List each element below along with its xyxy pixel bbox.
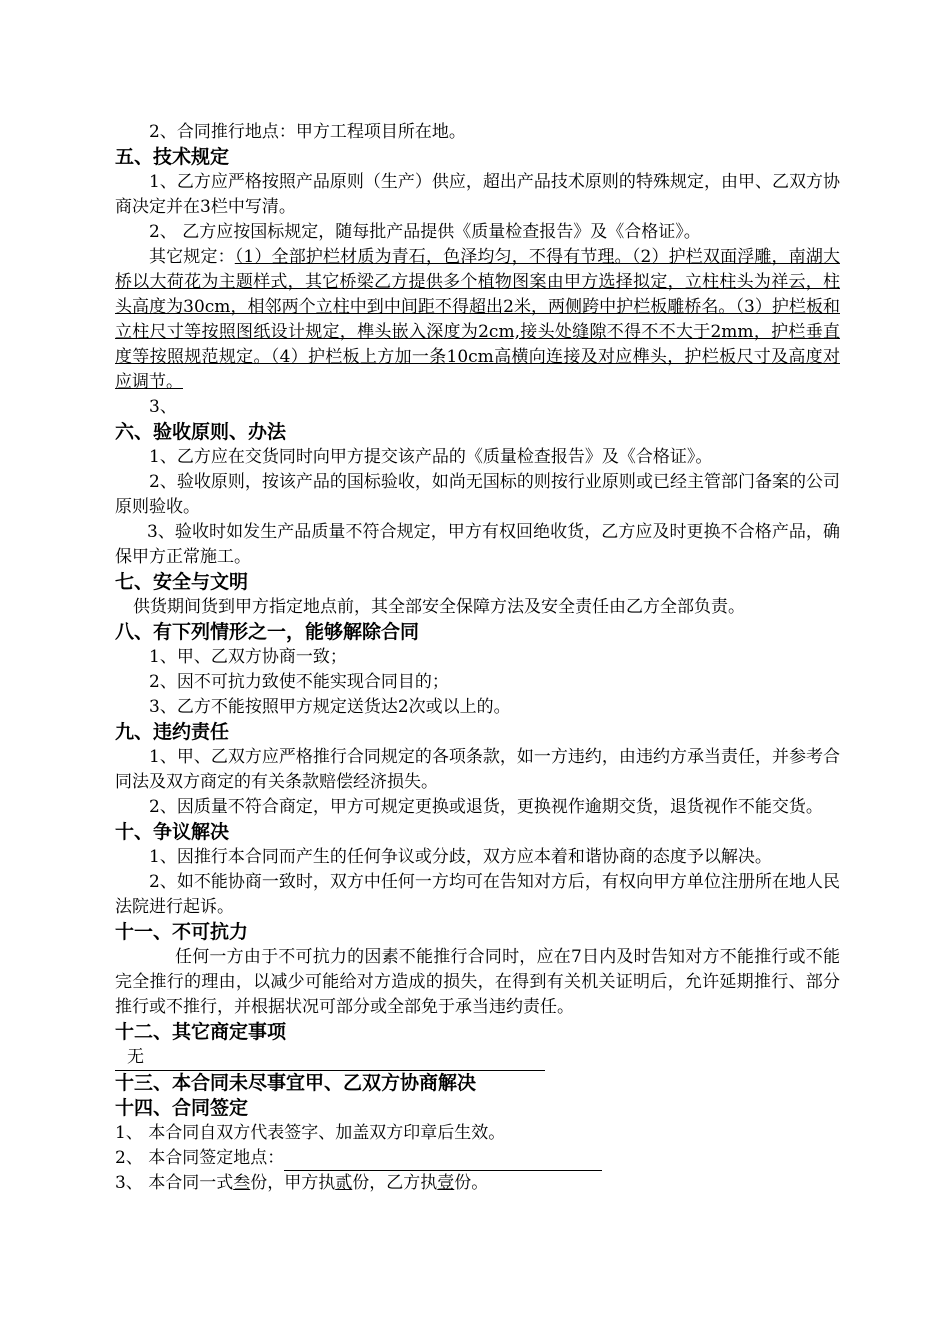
contract-document	[115, 120, 840, 1196]
clause-14-item-3	[115, 1171, 840, 1196]
clause-5-other	[115, 245, 840, 395]
copies-text-d: 份。	[454, 1173, 489, 1193]
clause-10-item-2: 2、如不能协商一致时，双方中任何一方均可在告知对方后，有权向甲方单位注册所在地人民法院进行起诉。	[115, 872, 840, 917]
section-10-heading: 十、争议解决	[115, 821, 230, 843]
clause-8-item-1: 1、甲、乙双方协商一致；	[149, 647, 347, 667]
section-7-heading: 七、安全与文明	[115, 571, 249, 593]
clause-14-item-2	[115, 1146, 840, 1171]
clause-9-item-1: 1、甲、乙双方应严格推行合同规定的各项条款，如一方违约，由违约方承当责任，并参考合同法及双方商定的有关条款赔偿经济损失。	[115, 747, 840, 792]
clause-6-item-2: 2、验收原则，按该产品的国标验收，如尚无国标的则按行业原则或已经主管部门备案的公司原则验收。	[115, 472, 840, 517]
section-5-heading: 五、技术规定	[115, 146, 230, 168]
signing-place-field	[284, 1152, 602, 1171]
clause-11-text: 任何一方由于不可抗力的因素不能推行合同时，应在7日内及时告知对方不能推行或不能完全推行的理由，以减少可能给对方造成的损失，在得到有关机关证明后，允许延期推行、部分推行或不推行，并根据状况可部分或全部免于承当违约责任。	[115, 947, 840, 1017]
clause-9-item-2: 2、因质量不符合商定，甲方可规定更换或退货，更换视作逾期交货，退货视作不能交货。	[149, 797, 823, 817]
signing-place-label: 2、 本合同签定地点：	[115, 1148, 285, 1168]
section-11-heading: 十一、不可抗力	[115, 921, 249, 943]
copies-text-b: 份，甲方执	[250, 1173, 336, 1193]
other-label: 其它规定：	[149, 247, 235, 267]
clause-6-item-3: 3、验收时如发生产品质量不符合规定，甲方有权回绝收货，乙方应及时更换不合格产品，确保甲方正常施工。	[115, 522, 840, 567]
other-terms-field: 无	[115, 1045, 545, 1071]
clause-14-item-1: 1、 本合同自双方代表签字、加盖双方印章后生效。	[115, 1123, 506, 1143]
other-requirements: （1）全部护栏材质为青石，色泽均匀，不得有节理。（2）护栏双面浮雕，南湖大桥以大荷花为主题样式，其它桥梁乙方提供多个植物图案由甲方选择拟定，立柱柱头为祥云，柱头高度为30cm，相邻两个立柱中到中间距不得超出2米，两侧跨中护栏板雕桥名。（3）护栏板和立柱尺寸等按照图纸设计规定，榫头嵌入深度为2cm,接头处缝隙不得不不大于2mm，护栏垂直度等按照规范规定。（4）护栏板上方加一条10cm高横向连接及对应榫头，护栏板尺寸及高度对应调节。	[115, 247, 840, 392]
copies-text-c: 份，乙方执	[352, 1173, 438, 1193]
clause-8-item-2: 2、因不可抗力致使不能实现合同目的；	[149, 672, 449, 692]
clause-5-item-1: 1、乙方应严格按照产品原则（生产）供应，超出产品技术原则的特殊规定，由甲、乙双方协商决定并在3栏中写清。	[115, 172, 840, 217]
clause-5-item-2: 2、 乙方应按国标规定，随每批产品提供《质量检查报告》及《合格证》。	[149, 222, 701, 242]
section-9-heading: 九、违约责任	[115, 721, 230, 743]
section-6-heading: 六、验收原则、办法	[115, 421, 287, 443]
section-12-heading: 十二、其它商定事项	[115, 1021, 287, 1043]
section-8-heading: 八、有下列情形之一，能够解除合同	[115, 621, 420, 643]
clause-4-item-2: 2、合同推行地点：甲方工程项目所在地。	[149, 122, 466, 142]
clause-5-item-3: 3、	[149, 397, 177, 417]
party-a-copies: 贰	[335, 1173, 353, 1193]
party-b-copies: 壹	[437, 1173, 455, 1193]
copies-count: 叁	[233, 1173, 251, 1193]
clause-12-value-row	[115, 1045, 840, 1071]
clause-7-text: 供货期间货到甲方指定地点前，其全部安全保障方法及安全责任由乙方全部负责。	[133, 597, 745, 617]
clause-6-item-1: 1、乙方应在交货同时向甲方提交该产品的《质量检查报告》及《合格证》。	[149, 447, 713, 467]
clause-8-item-3: 3、乙方不能按照甲方规定送货达2次或以上的。	[149, 697, 511, 717]
clause-10-item-1: 1、因推行本合同而产生的任何争议或分歧，双方应本着和谐协商的态度予以解决。	[149, 847, 772, 867]
section-13-heading: 十三、本合同未尽事宜甲、乙双方协商解决	[115, 1072, 477, 1094]
section-14-heading: 十四、合同签定	[115, 1097, 249, 1119]
copies-text-a: 3、 本合同一式	[115, 1173, 234, 1193]
